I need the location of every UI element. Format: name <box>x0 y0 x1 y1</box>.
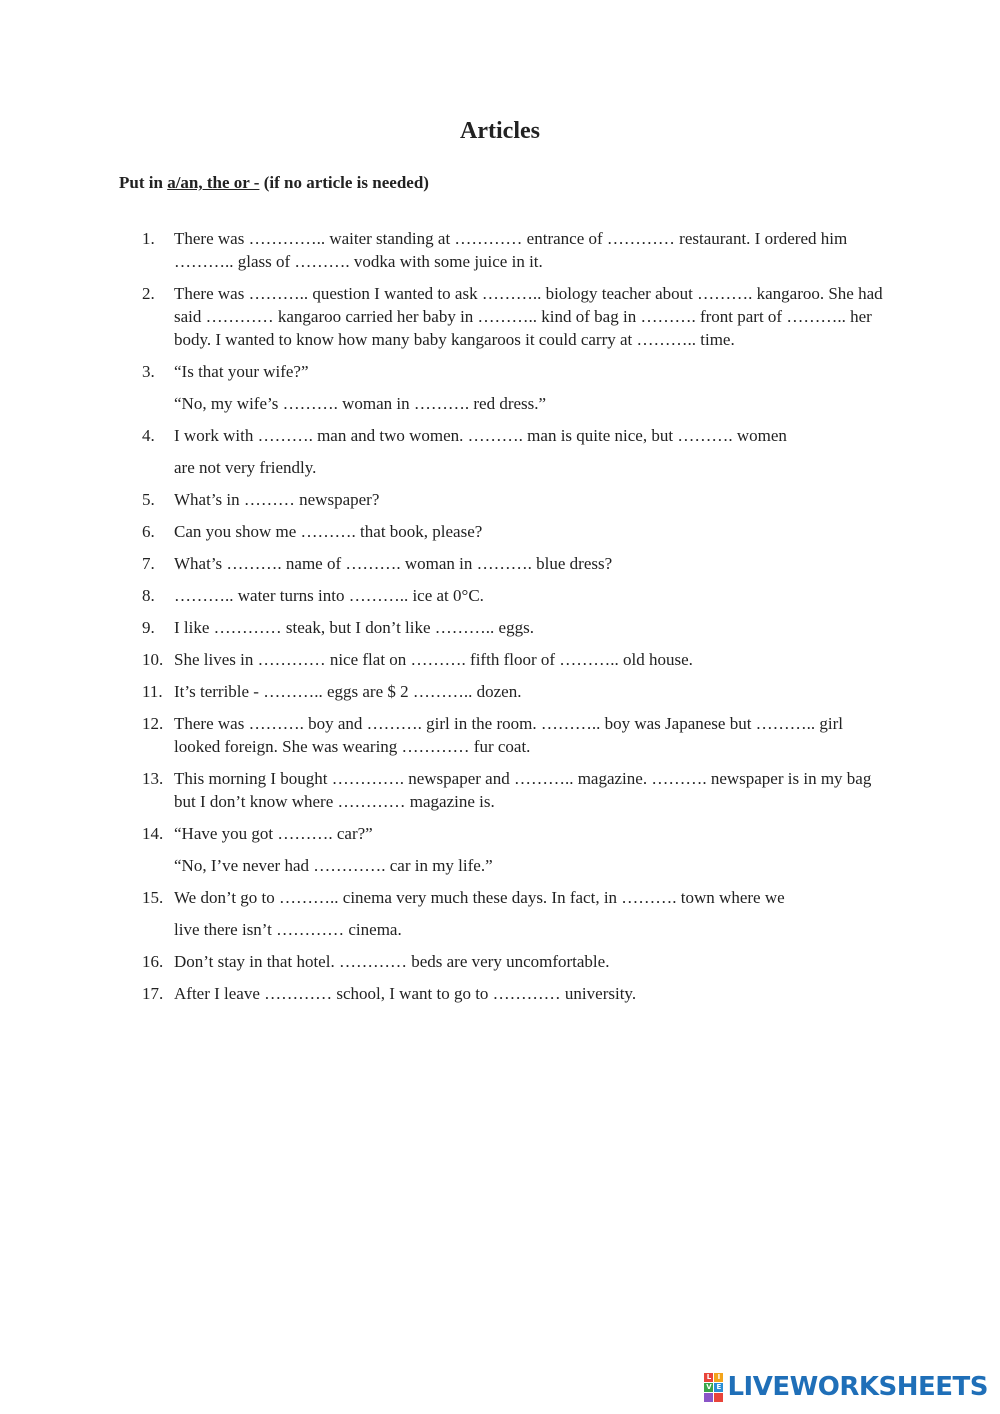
item-number <box>142 392 174 415</box>
item-text: are not very friendly. <box>174 458 317 477</box>
item-text: After I leave ………… school, I want to go to ………… university. <box>174 984 637 1003</box>
instruction <box>119 173 429 193</box>
item-number: 15. <box>142 888 164 907</box>
logo-mark-cell: V <box>706 1383 712 1391</box>
item-text: Can you show me ………. that book, please? <box>174 522 483 541</box>
exercise-item <box>142 282 887 351</box>
item-number: 10. <box>142 650 164 669</box>
instruction-prefix: Put in <box>119 173 168 192</box>
item-text: live there isn’t ………… cinema. <box>174 920 402 939</box>
exercise-item <box>142 767 887 813</box>
item-number <box>142 456 174 479</box>
item-text: What’s ………. name of ………. woman in ………. blue dress? <box>174 554 613 573</box>
exercise-item <box>142 360 887 383</box>
item-text: This morning I bought …………. newspaper and ……….. magazine. ………. newspaper is in my bag but I don’t know where ………… magazine is. <box>174 769 872 811</box>
item-text: ……….. water turns into ……….. ice at 0°C. <box>174 586 484 605</box>
exercise-item <box>142 227 887 273</box>
logo-text: LIVEWORKSHEETS <box>727 1372 988 1402</box>
item-number: 5. <box>142 490 155 509</box>
item-text: It’s terrible - ……….. eggs are $ 2 ……….. dozen. <box>174 682 522 701</box>
exercise-item <box>142 982 887 1005</box>
item-number: 2. <box>142 284 155 303</box>
item-number: 11. <box>142 682 163 701</box>
exercise-item <box>142 488 887 511</box>
exercise-item <box>142 712 887 758</box>
exercise-item-continuation <box>142 854 887 877</box>
item-number: 3. <box>142 362 155 381</box>
item-text: “No, my wife’s ………. woman in ………. red dress.” <box>174 394 547 413</box>
logo-mark-cell: E <box>714 1383 723 1392</box>
item-text: Don’t stay in that hotel. ………… beds are very uncomfortable. <box>174 952 610 971</box>
logo-mark-cell <box>704 1393 713 1402</box>
item-number: 13. <box>142 769 164 788</box>
exercise-item <box>142 616 887 639</box>
item-text: I work with ………. man and two women. ………. man is quite nice, but ………. women <box>174 426 787 445</box>
exercise-item <box>142 950 887 973</box>
item-text: I like ………… steak, but I don’t like ……….. eggs. <box>174 618 534 637</box>
item-number: 7. <box>142 554 155 573</box>
item-number: 12. <box>142 714 164 733</box>
item-number <box>142 854 174 877</box>
item-number <box>142 918 174 941</box>
item-number: 6. <box>142 522 155 541</box>
exercise-item-continuation <box>142 392 887 415</box>
item-text: There was ……….. question I wanted to ask ……….. biology teacher about ………. kangaroo. She had said ………… kangaroo carried her baby in ……….. kind of bag in ………. front part of ……….. her body. I wanted to know how many baby kangaroos it could carry at ……….. time. <box>174 284 883 349</box>
exercise-item <box>142 520 887 543</box>
item-number: 16. <box>142 952 164 971</box>
exercise-item <box>142 552 887 575</box>
exercise-list <box>142 227 887 1005</box>
logo-mark-cell: L <box>704 1373 713 1382</box>
item-text: She lives in ………… nice flat on ………. fifth floor of ……….. old house. <box>174 650 693 669</box>
item-text: “No, I’ve never had …………. car in my life.” <box>174 856 493 875</box>
exercise-item <box>142 886 887 909</box>
exercise-item-continuation <box>142 918 887 941</box>
item-text: “Have you got ………. car?” <box>174 824 373 843</box>
item-number: 1. <box>142 229 155 248</box>
instruction-suffix: (if no article is needed) <box>259 173 429 192</box>
exercise-item <box>142 680 887 703</box>
exercise-item <box>142 648 887 671</box>
item-text: We don’t go to ……….. cinema very much these days. In fact, in ………. town where we <box>174 888 785 907</box>
item-number: 17. <box>142 984 164 1003</box>
exercise-item <box>142 822 887 845</box>
item-number: 14. <box>142 824 164 843</box>
item-number: 9. <box>142 618 155 637</box>
item-number: 4. <box>142 426 155 445</box>
exercise-item-continuation <box>142 456 887 479</box>
item-text: There was ………. boy and ………. girl in the room. ……….. boy was Japanese but ……….. girl looked foreign. She was wearing ………… fur coat. <box>174 714 844 756</box>
page-title: Articles <box>460 118 540 144</box>
instruction-options: a/an, the or - <box>167 173 260 192</box>
item-number: 8. <box>142 586 155 605</box>
exercise-item <box>142 424 887 447</box>
liveworksheets-mark-icon <box>704 1373 723 1402</box>
logo-mark-cell <box>714 1393 723 1402</box>
logo-mark-cell: I <box>714 1373 723 1382</box>
exercise-item <box>142 584 887 607</box>
item-text: “Is that your wife?” <box>174 362 309 381</box>
liveworksheets-logo <box>704 1372 988 1402</box>
item-text: There was ………….. waiter standing at ………… entrance of ………… restaurant. I ordered him ……….. glass of ………. vodka with some juice in it. <box>174 229 848 271</box>
item-text: What’s in ……… newspaper? <box>174 490 380 509</box>
